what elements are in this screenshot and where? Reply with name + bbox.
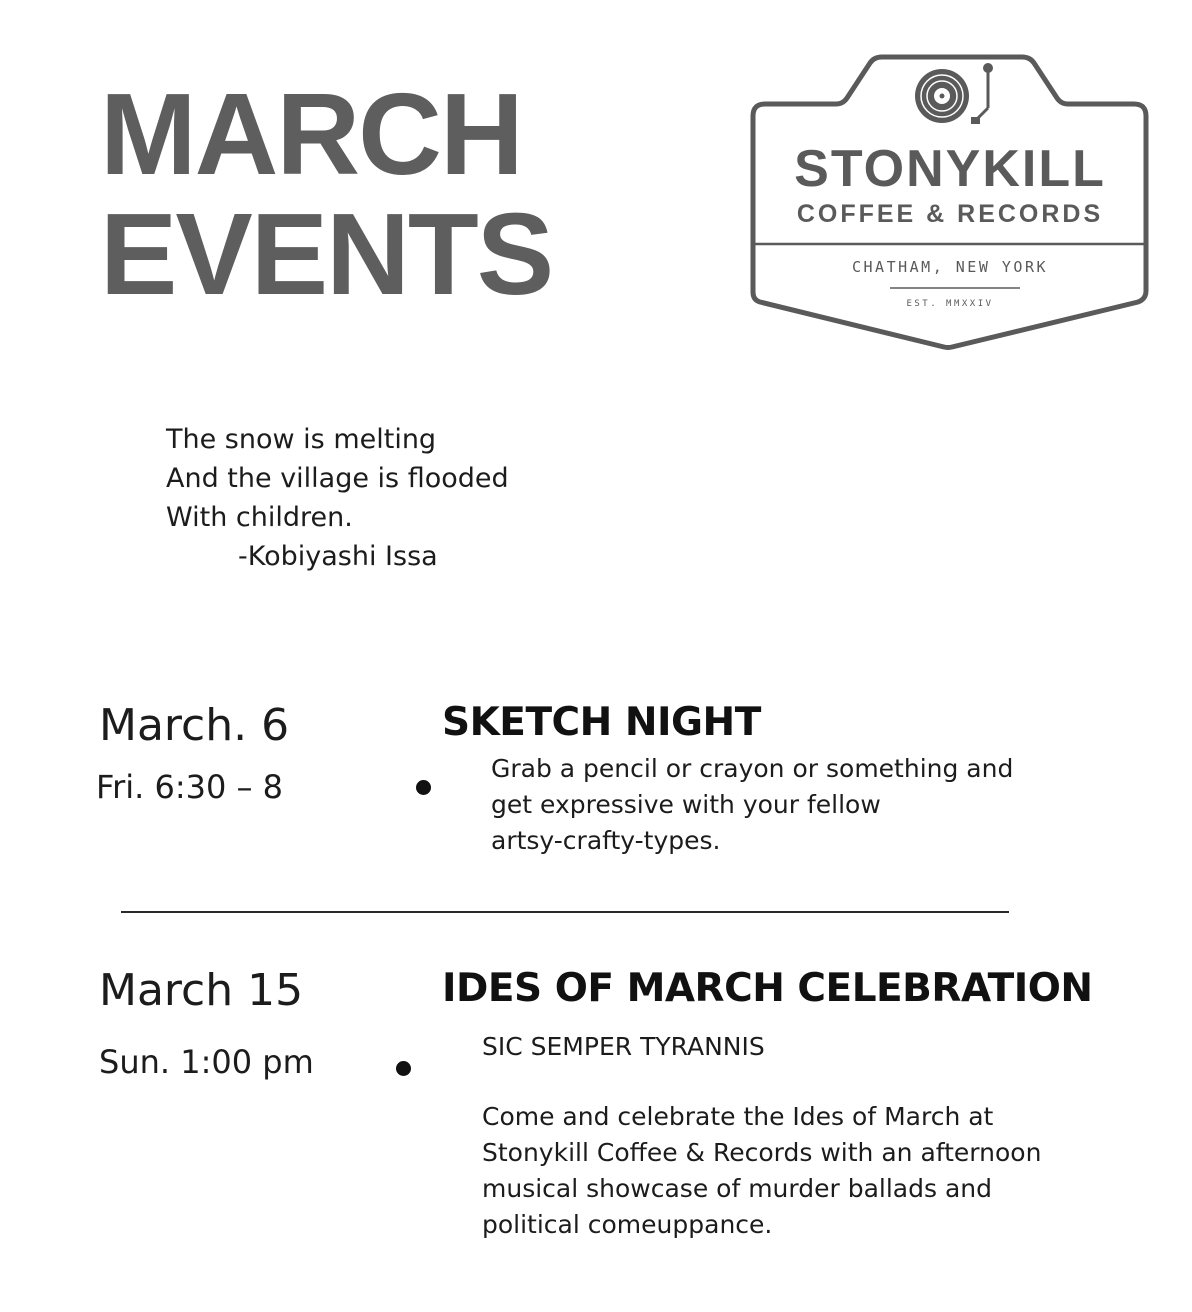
poem-line: With children.	[166, 502, 353, 533]
event-divider	[121, 911, 1009, 913]
page-title	[100, 69, 553, 319]
stonykill-logo	[750, 50, 1150, 350]
event-1-description-line: Grab a pencil or crayon or something and	[491, 754, 1014, 783]
event-1-description	[491, 751, 1013, 859]
event-2-date: March 15	[99, 965, 304, 1016]
haiku-quote	[166, 420, 509, 576]
page-title-line-1: MARCH	[100, 69, 522, 199]
event-2-description-line: Stonykill Coffee & Records with an afternoon	[482, 1138, 1042, 1167]
logo-established: EST. MMXXIV	[906, 299, 994, 309]
event-1-time: Fri. 6:30 – 8	[96, 768, 284, 806]
event-1-description-line: get expressive with your fellow	[491, 790, 881, 819]
poem-line: And the village is flooded	[166, 463, 509, 494]
event-1-date: March. 6	[99, 700, 290, 751]
event-1-title: SKETCH NIGHT	[442, 700, 761, 745]
event-2-title: IDES OF MARCH CELEBRATION	[442, 966, 1093, 1011]
logo-location: CHATHAM, NEW YORK	[851, 258, 1049, 276]
page-title-line-2: EVENTS	[100, 189, 553, 319]
event-2-description-line: musical showcase of murder ballads and	[482, 1174, 992, 1203]
event-2-bullet	[396, 1061, 411, 1076]
record-turntable-icon	[915, 63, 993, 124]
event-1-description-line: artsy-crafty-types.	[491, 826, 721, 855]
event-2-description-line: Come and celebrate the Ides of March at	[482, 1102, 994, 1131]
poem-author: -Kobiyashi Issa	[238, 541, 438, 572]
event-2-description	[482, 1099, 1041, 1243]
poem-line: The snow is melting	[166, 424, 437, 455]
event-2-description-line: political comeuppance.	[482, 1210, 773, 1239]
event-1-bullet	[416, 780, 431, 795]
logo-name: STONYKILL	[794, 140, 1106, 198]
event-2-tagline: SIC SEMPER TYRANNIS	[482, 1032, 765, 1061]
event-2-time: Sun. 1:00 pm	[99, 1043, 314, 1081]
logo-subtitle: COFFEE & RECORDS	[796, 200, 1104, 228]
